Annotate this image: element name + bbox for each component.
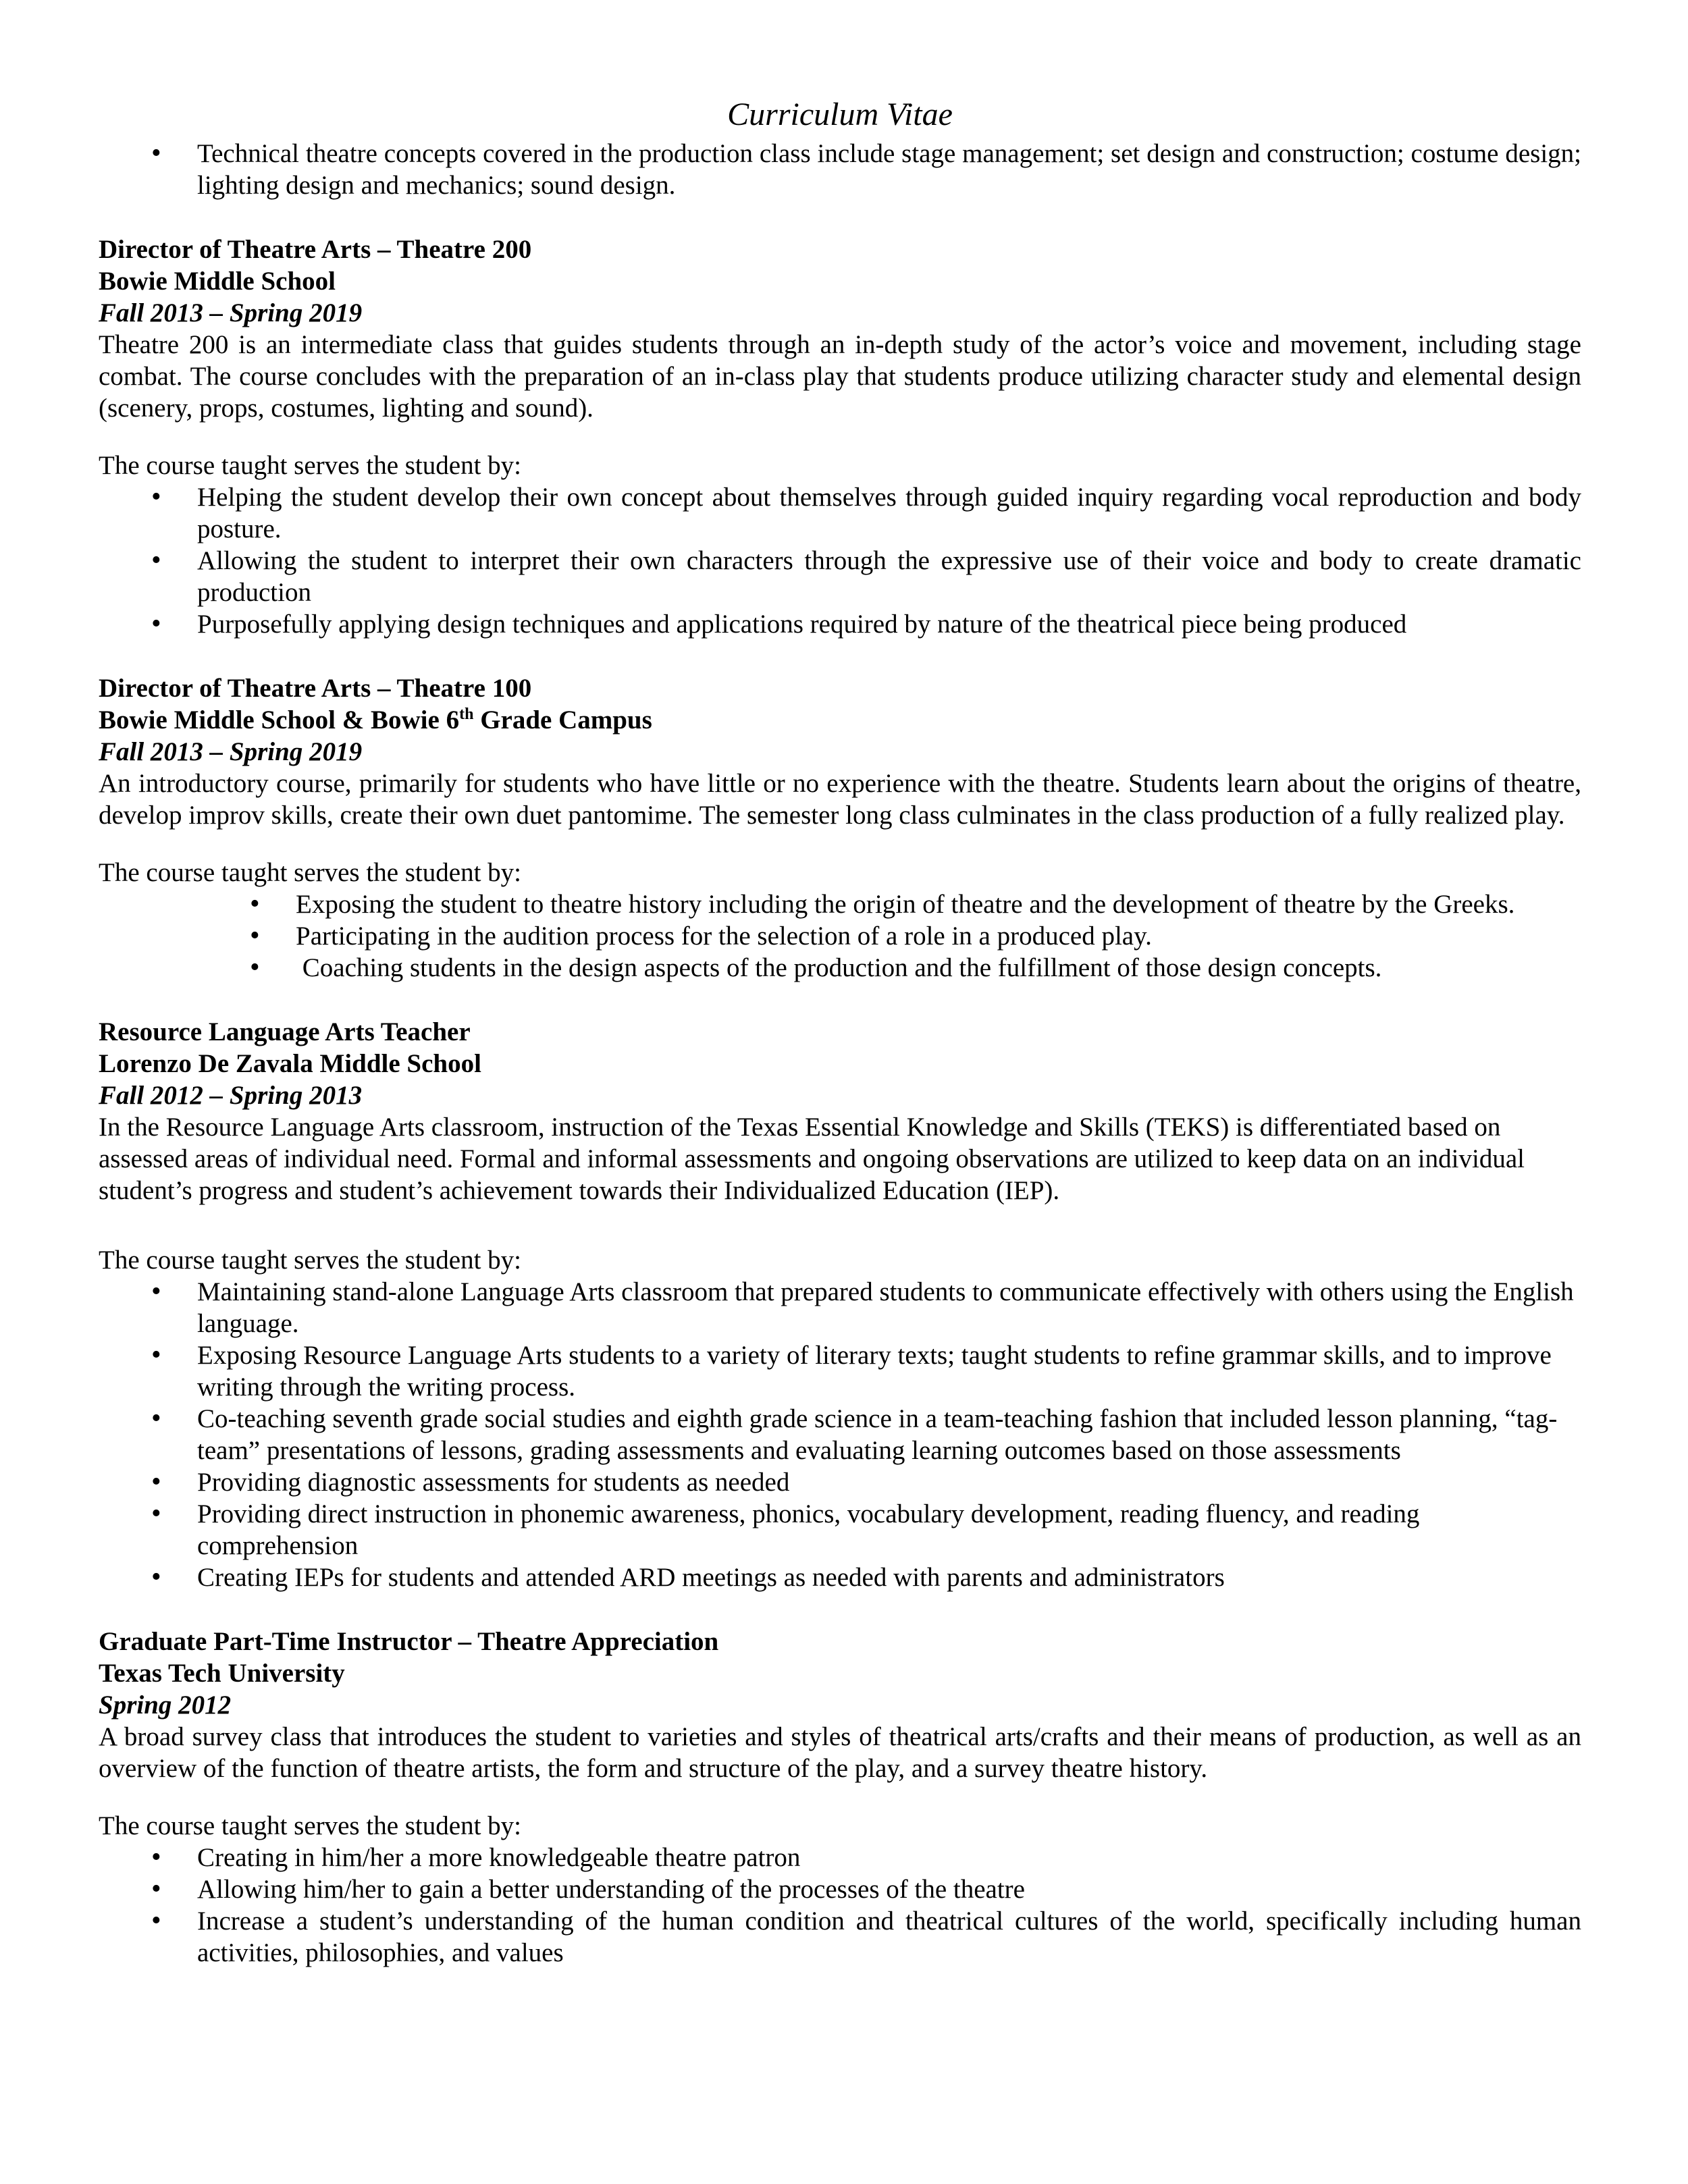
section-theatre-appreciation [99,1626,1581,1969]
section-dates: Fall 2013 – Spring 2019 [99,737,363,766]
list-item: • Increase a student’s understanding of the human condition and theatrical cultures of the world, specifically including human activities, philosophies, and values [99,1905,1581,1969]
list-item: • Co-teaching seventh grade social studies and eighth grade science in a team-teaching fashion that included lesson planning, “tag-team” presentations of lessons, grading assessments and evaluating learning outcomes based on those assessments [99,1403,1581,1466]
serves-label: The course taught serves the student by: [99,1811,521,1840]
list-item: • Exposing Resource Language Arts students to a variety of literary texts; taught students to refine grammar skills, and to improve writing through the writing process. [99,1339,1581,1403]
section-dates: Fall 2012 – Spring 2013 [99,1081,363,1110]
section-school [99,704,1581,736]
section-title: Resource Language Arts Teacher [99,1017,471,1046]
list-item: • Purposefully applying design techniques and applications required by nature of the theatrical piece being produced [99,608,1581,640]
list-item: • Helping the student develop their own concept about themselves through guided inquiry regarding vocal reproduction and body posture. [99,481,1581,545]
section-description: An introductory course, primarily for students who have little or no experience with the theatre. Students learn about the origins of theatre, develop improv skills, create their own duet pantomime. The semester long class culminates in the class production of a fully realized play. [99,769,1581,830]
school-prefix: Bowie Middle School & Bowie 6 [99,705,460,735]
section-bullet-list [99,888,1581,984]
school-suffix: Grade Campus [473,705,652,735]
section-description: In the Resource Language Arts classroom, instruction of the Texas Essential Knowledge and Skills (TEKS) is differentiated based on assessed areas of individual need. Formal and informal assessments and ongoing observations are utilized to keep data on an individual student’s progress and student’s achievement towards their Individualized Education (IEP). [99,1113,1525,1205]
list-item: • Providing direct instruction in phonemic awareness, phonics, vocabulary development, reading fluency, and reading comprehension [99,1498,1581,1562]
intro-bullet-list [99,138,1581,201]
school-sup: th [459,705,474,723]
list-item: • Allowing him/her to gain a better understanding of the processes of the theatre [99,1873,1581,1905]
list-item: • Exposing the student to theatre history including the origin of theatre and the development of theatre by the Greeks. [99,888,1581,920]
section-bullet-list [99,1276,1581,1593]
section-school: Texas Tech University [99,1659,345,1688]
serves-label: The course taught serves the student by: [99,1246,521,1275]
list-item: • Creating IEPs for students and attended ARD meetings as needed with parents and administrators [99,1562,1581,1593]
section-theatre-100 [99,672,1581,984]
section-description: A broad survey class that introduces the student to varieties and styles of theatrical arts/crafts and their means of production, as well as an overview of the function of theatre artists, the form and structure of the play, and a survey theatre history. [99,1722,1581,1783]
section-resource-language-arts [99,1016,1581,1593]
cv-page [99,95,1581,1969]
section-dates: Spring 2012 [99,1690,232,1720]
list-item: • Providing diagnostic assessments for students as needed [99,1466,1581,1498]
section-dates: Fall 2013 – Spring 2019 [99,298,363,327]
page-title: Curriculum Vitae [727,97,953,132]
list-item: • Participating in the audition process for the selection of a role in a produced play. [99,920,1581,952]
list-item: • Coaching students in the design aspects of the production and the fulfillment of those design concepts. [99,952,1581,984]
section-title: Graduate Part-Time Instructor – Theatre Appreciation [99,1627,719,1656]
section-description: Theatre 200 is an intermediate class that guides students through an in-depth study of the actor’s voice and movement, including stage combat. The course concludes with the preparation of an in-class play that students produce utilizing character study and elemental design (scenery, props, costumes, lighting and sound). [99,330,1581,423]
section-theatre-200 [99,234,1581,640]
section-bullet-list [99,1842,1581,1969]
list-item: • Creating in him/her a more knowledgeable theatre patron [99,1842,1581,1873]
section-bullet-list [99,481,1581,640]
serves-label: The course taught serves the student by: [99,451,521,480]
section-school: Bowie Middle School [99,267,336,296]
list-item: • Allowing the student to interpret their own characters through the expressive use of their voice and body to create dramatic production [99,545,1581,608]
list-item: • Maintaining stand-alone Language Arts classroom that prepared students to communicate effectively with others using the English language. [99,1276,1581,1339]
list-item: • Technical theatre concepts covered in the production class include stage management; set design and construction; costume design; lighting design and mechanics; sound design. [99,138,1581,201]
section-school: Lorenzo De Zavala Middle School [99,1049,481,1078]
section-title: Director of Theatre Arts – Theatre 200 [99,235,532,264]
serves-label: The course taught serves the student by: [99,858,521,887]
section-title: Director of Theatre Arts – Theatre 100 [99,674,532,703]
